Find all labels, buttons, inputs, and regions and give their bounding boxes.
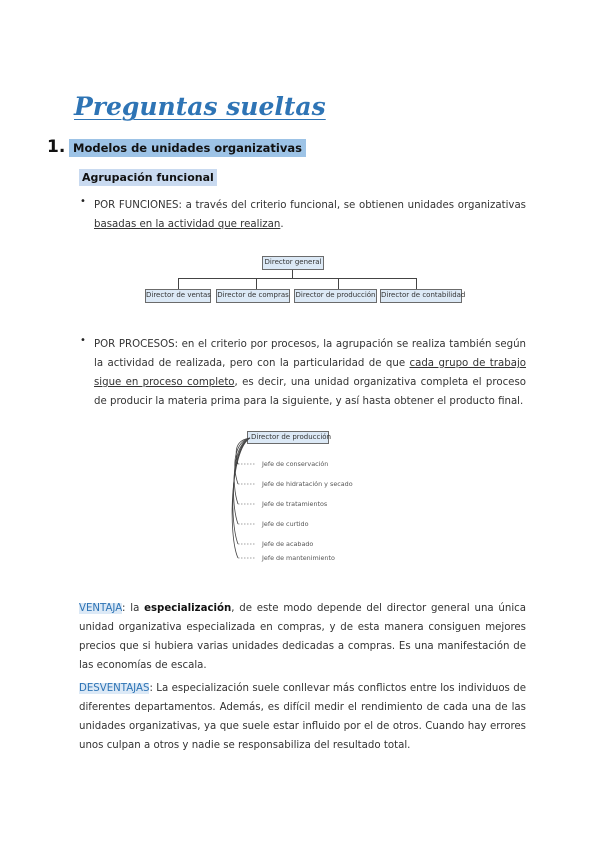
ventaja-bold: especialización bbox=[144, 603, 232, 614]
funciones-paragraph bbox=[94, 196, 526, 234]
subheading: Agrupación funcional bbox=[79, 169, 217, 186]
org-connector bbox=[416, 278, 417, 289]
procesos-underlined: cada grupo de trabajo sigue en proceso completo bbox=[94, 358, 527, 388]
procesos-lead: POR PROCESOS: en el criterio por procesos, la agrupación se realiza también según la actividad de realizada, pero con la particularidad de que bbox=[94, 339, 526, 369]
org-child-box: Director de producción bbox=[294, 289, 377, 303]
process-top-box: Director de producción bbox=[247, 431, 329, 444]
org-top-box: Director general bbox=[262, 256, 324, 270]
procesos-paragraph bbox=[94, 335, 526, 411]
org-connector bbox=[256, 278, 257, 289]
org-connector bbox=[178, 278, 416, 279]
bullet-procesos: • bbox=[80, 335, 86, 346]
org-child-box: Director de compras bbox=[216, 289, 290, 303]
procesos-tail: , es decir, una unidad organizativa completa el proceso de producir la materia prima para la siguiente, y así hasta obtener el producto final. bbox=[94, 377, 526, 407]
desventajas-text: : La especialización suele conllevar más conflictos entre los individuos de diferentes departamentos. Además, es difícil medir el rendimiento de cada una de las unidades organizativas, ya que suele estar influido por el de otros. Cuando hay errores unos culpan a otros y nadie se responsabiliza del resultado total. bbox=[79, 683, 526, 751]
section-number: 1. bbox=[47, 137, 66, 157]
bullet-funciones: • bbox=[80, 196, 86, 207]
ventaja-text: , de este modo depende del director general una única unidad organizativa especializada en compras, y de esta manera consiguen mejores precios que si hubiera varias unidades dedicadas a compras. Es una manifestación de las economías de escala. bbox=[79, 603, 526, 671]
desventajas-paragraph bbox=[79, 679, 526, 755]
org-connector bbox=[292, 270, 293, 278]
process-item: Jefe de tratamientos bbox=[262, 500, 328, 508]
org-child-box: Director de ventas bbox=[145, 289, 211, 303]
process-item: Jefe de mantenimiento bbox=[262, 554, 335, 562]
process-item: Jefe de conservación bbox=[262, 460, 329, 468]
org-child-box: Director de contabilidad bbox=[380, 289, 462, 303]
ventaja-paragraph bbox=[79, 599, 526, 675]
process-item: Jefe de hidratación y secado bbox=[262, 480, 353, 488]
funciones-lead: POR FUNCIONES: a través del criterio funcional, se obtienen unidades organizativas bbox=[94, 200, 526, 211]
process-item: Jefe de curtido bbox=[262, 520, 309, 528]
funciones-underlined: basadas en la actividad que realizan bbox=[94, 219, 281, 230]
org-connector bbox=[178, 278, 179, 289]
ventaja-label: VENTAJA bbox=[79, 603, 123, 614]
funciones-tail: . bbox=[280, 219, 284, 230]
page-title: Preguntas sueltas bbox=[74, 92, 326, 121]
org-connector bbox=[338, 278, 339, 289]
section-title: Modelos de unidades organizativas bbox=[69, 139, 306, 157]
process-item: Jefe de acabado bbox=[262, 540, 314, 548]
desventajas-label: DESVENTAJAS bbox=[79, 683, 150, 694]
ventaja-pre: : la bbox=[122, 603, 145, 614]
